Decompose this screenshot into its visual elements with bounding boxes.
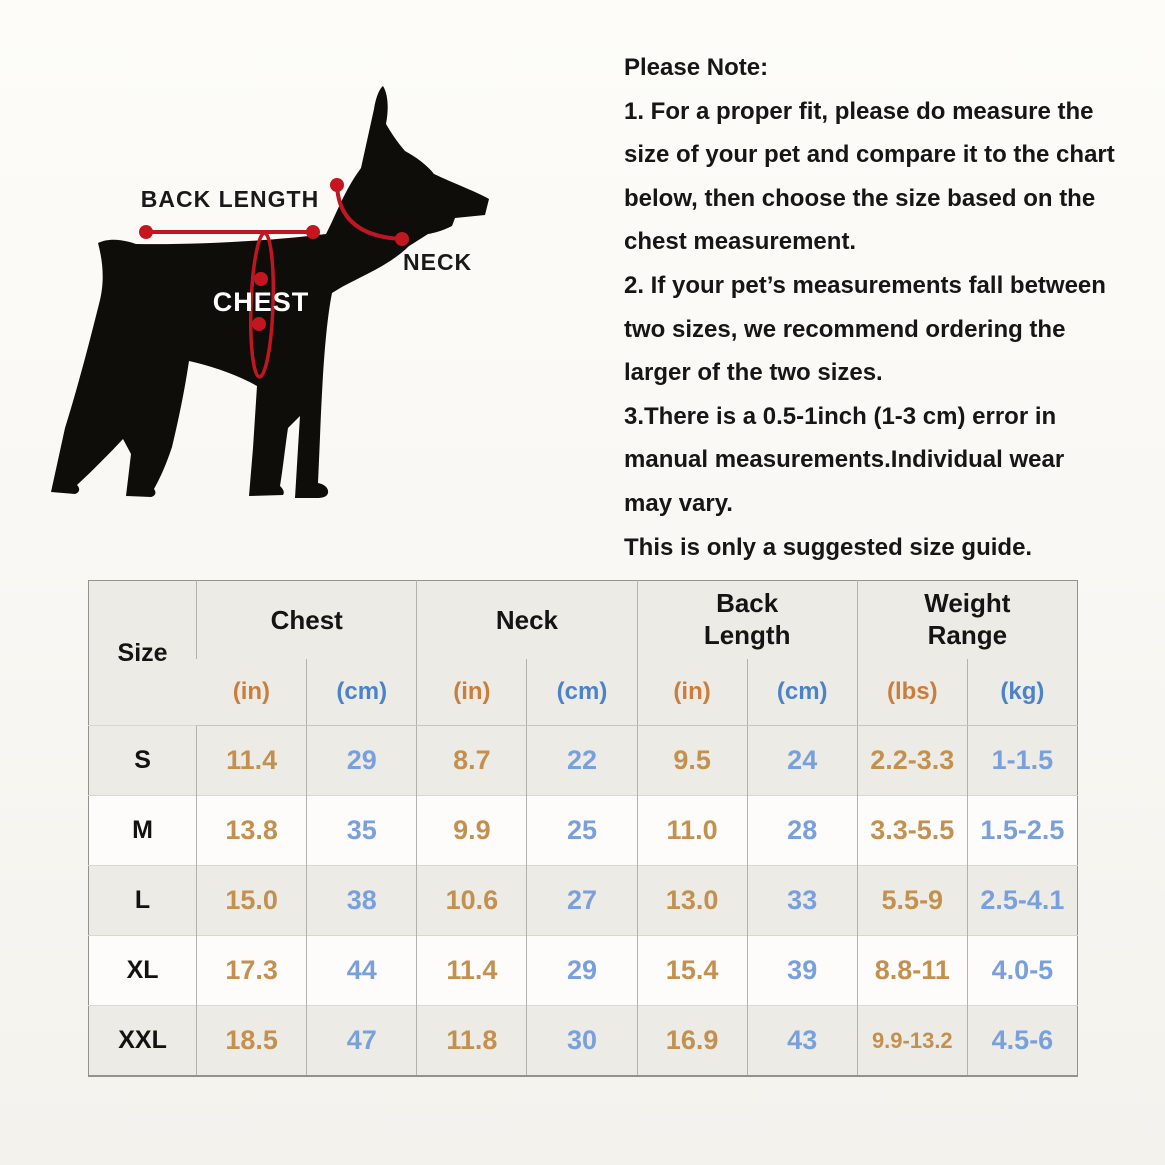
size-cell: M: [89, 796, 197, 866]
note-line: 2. If your pet’s measurements fall between: [624, 271, 1106, 299]
value-cell: 35: [307, 796, 417, 866]
value-cell: 9.9: [417, 796, 527, 866]
dog-measurement-diagram: [30, 55, 590, 565]
size-cell: XL: [89, 936, 197, 1006]
chest-label: CHEST: [212, 287, 310, 317]
value-cell: 3.3-5.5: [857, 796, 967, 866]
note-heading: Please Note:: [624, 54, 769, 81]
value-cell: 11.8: [417, 1006, 527, 1077]
unit-header-chest-in: (in): [197, 659, 307, 726]
unit-header-weight-kg: (kg): [967, 659, 1077, 726]
neck-label: NECK: [403, 249, 473, 275]
value-cell: 29: [307, 726, 417, 796]
value-cell: 43: [747, 1006, 857, 1077]
neck-measure-dot: [330, 178, 344, 192]
value-cell: 16.9: [637, 1006, 747, 1077]
value-cell: 5.5-9: [857, 866, 967, 936]
value-cell: 4.5-6: [967, 1006, 1077, 1077]
value-cell: 44: [307, 936, 417, 1006]
value-cell: 11.4: [417, 936, 527, 1006]
note-line: size of your pet and compare it to the chart: [624, 141, 1115, 169]
value-cell: 4.0-5: [967, 936, 1077, 1006]
table-row-xl: [89, 936, 1078, 1006]
value-cell: 15.0: [197, 866, 307, 936]
table-row-m: [89, 796, 1078, 866]
value-cell: 1.5-2.5: [967, 796, 1077, 866]
value-cell: 24: [747, 726, 857, 796]
unit-header-back-length-in: (in): [637, 659, 747, 726]
note-line: larger of the two sizes.: [624, 359, 883, 387]
value-cell: 38: [307, 866, 417, 936]
value-cell: 13.0: [637, 866, 747, 936]
table-row-xxl: [89, 1006, 1078, 1077]
note-line: 1. For a proper fit, please do measure the: [624, 97, 1094, 125]
value-cell: 9.9-13.2: [857, 1006, 967, 1077]
please-note-block: [624, 46, 1154, 569]
unit-header-chest-cm: (cm): [307, 659, 417, 726]
value-cell: 29: [527, 936, 637, 1006]
value-cell: 39: [747, 936, 857, 1006]
size-cell: XXL: [89, 1006, 197, 1077]
column-group-back-length-label: Back Length: [703, 588, 791, 650]
unit-header-neck-cm: (cm): [527, 659, 637, 726]
value-cell: 17.3: [197, 936, 307, 1006]
chest-measure-dot: [252, 317, 266, 331]
column-group-weight-range: [857, 581, 1077, 660]
value-cell: 2.5-4.1: [967, 866, 1077, 936]
size-cell: S: [89, 726, 197, 796]
note-line: 3.There is a 0.5-1inch (1-3 cm) error in: [624, 402, 1057, 430]
value-cell: 8.7: [417, 726, 527, 796]
note-line: two sizes, we recommend ordering the: [624, 315, 1066, 343]
unit-header-weight-lbs: (lbs): [857, 659, 967, 726]
note-line: chest measurement.: [624, 228, 857, 256]
value-cell: 47: [307, 1006, 417, 1077]
back-length-dot: [139, 225, 153, 239]
column-header-size: Size: [89, 581, 197, 726]
value-cell: 22: [527, 726, 637, 796]
value-cell: 27: [527, 866, 637, 936]
chest-measure-dot: [254, 272, 268, 286]
value-cell: 2.2-3.3: [857, 726, 967, 796]
value-cell: 25: [527, 796, 637, 866]
column-group-neck: Neck: [417, 581, 637, 660]
value-cell: 28: [747, 796, 857, 866]
value-cell: 1-1.5: [967, 726, 1077, 796]
value-cell: 11.0: [637, 796, 747, 866]
value-cell: 9.5: [637, 726, 747, 796]
value-cell: 15.4: [637, 936, 747, 1006]
neck-measure-dot: [395, 232, 409, 246]
size-chart-table: [88, 580, 1078, 1077]
note-line: manual measurements.Individual wear: [624, 446, 1065, 474]
column-group-chest: Chest: [197, 581, 417, 660]
table-row-s: [89, 726, 1078, 796]
unit-header-neck-in: (in): [417, 659, 527, 726]
back-length-label: BACK LENGTH: [140, 186, 320, 212]
value-cell: 8.8-11: [857, 936, 967, 1006]
back-length-dot: [306, 225, 320, 239]
note-line: below, then choose the size based on the: [624, 184, 1096, 212]
value-cell: 10.6: [417, 866, 527, 936]
note-line: may vary.: [624, 489, 733, 517]
value-cell: 18.5: [197, 1006, 307, 1077]
unit-header-back-length-cm: (cm): [747, 659, 857, 726]
value-cell: 13.8: [197, 796, 307, 866]
column-group-back-length: [637, 581, 857, 660]
dog-diagram-svg: [30, 55, 590, 565]
size-chart: [88, 580, 1078, 1077]
note-line: This is only a suggested size guide.: [624, 533, 1033, 561]
column-group-weight-range-label: Weight Range: [924, 588, 1011, 650]
value-cell: 33: [747, 866, 857, 936]
table-row-l: [89, 866, 1078, 936]
size-cell: L: [89, 866, 197, 936]
value-cell: 30: [527, 1006, 637, 1077]
value-cell: 11.4: [197, 726, 307, 796]
